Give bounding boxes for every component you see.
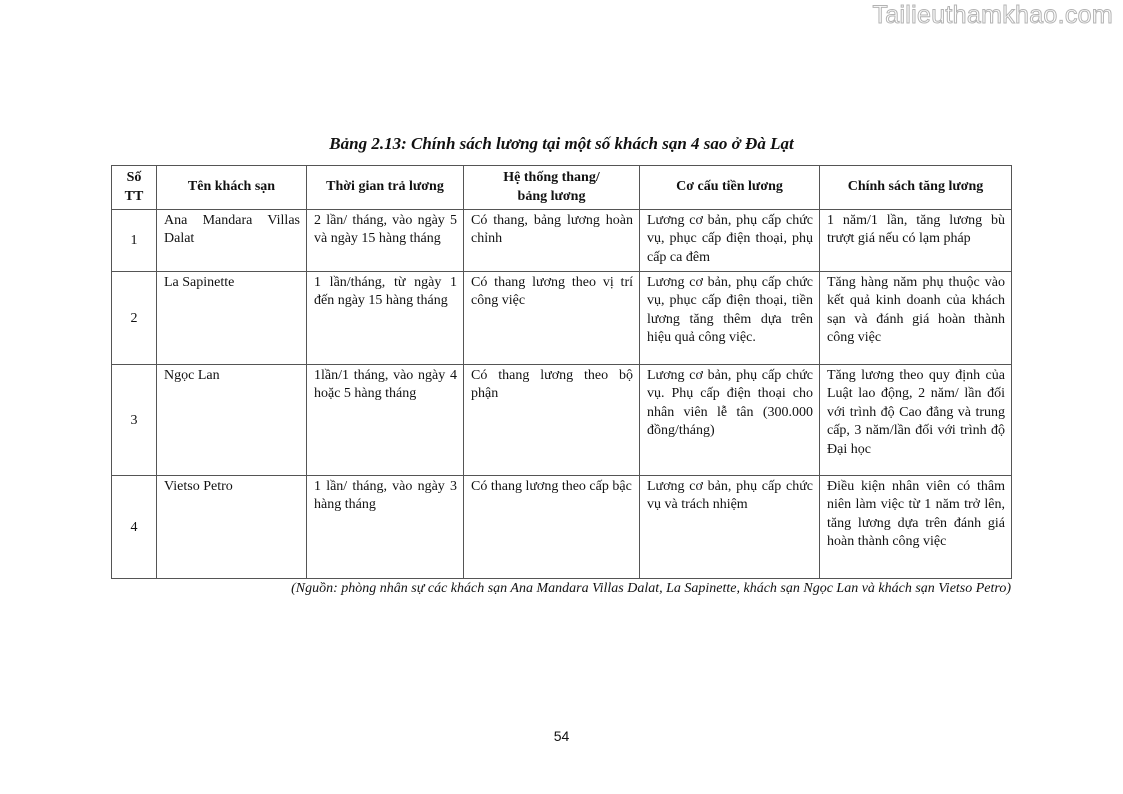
cell-salary-structure: Lương cơ bản, phụ cấp chức vụ, phục cấp điện thoại, tiền lương tăng thêm dựa trên hiệu quả công việc. <box>640 272 820 365</box>
cell-hotel-name: Ngọc Lan <box>157 365 307 476</box>
cell-salary-structure: Lương cơ bản, phụ cấp chức vụ. Phụ cấp điện thoại cho nhân viên lễ tân (300.000 đồng/tháng) <box>640 365 820 476</box>
cell-hotel-name: La Sapinette <box>157 272 307 365</box>
cell-hotel-name: Ana Mandara Villas Dalat <box>157 210 307 272</box>
cell-hotel-name: Vietso Petro <box>157 476 307 579</box>
cell-salary-structure: Lương cơ bản, phụ cấp chức vụ và trách nhiệm <box>640 476 820 579</box>
cell-salary-scale: Có thang lương theo bộ phận <box>464 365 640 476</box>
table-row <box>112 272 1012 365</box>
header-salary-scale: Hệ thống thang/ bảng lương <box>464 166 640 210</box>
cell-pay-time: 1 lần/tháng, từ ngày 1 đến ngày 15 hàng tháng <box>307 272 464 365</box>
cell-salary-scale: Có thang lương theo vị trí công việc <box>464 272 640 365</box>
header-salary-structure: Cơ cấu tiền lương <box>640 166 820 210</box>
header-raise-policy: Chính sách tăng lương <box>820 166 1012 210</box>
table-row <box>112 210 1012 272</box>
cell-stt: 4 <box>112 476 157 579</box>
header-hotel-name: Tên khách sạn <box>157 166 307 210</box>
header-pay-time: Thời gian trả lương <box>307 166 464 210</box>
cell-pay-time: 1 lần/ tháng, vào ngày 3 hàng tháng <box>307 476 464 579</box>
table-row <box>112 476 1012 579</box>
cell-stt: 2 <box>112 272 157 365</box>
cell-raise-policy: 1 năm/1 lần, tăng lương bù trượt giá nếu có lạm pháp <box>820 210 1012 272</box>
cell-raise-policy: Tăng hàng năm phụ thuộc vào kết quả kinh doanh của khách sạn và đánh giá hoàn thành công việc <box>820 272 1012 365</box>
cell-stt: 3 <box>112 365 157 476</box>
table-caption: Bảng 2.13: Chính sách lương tại một số khách sạn 4 sao ở Đà Lạt <box>329 134 794 153</box>
header-stt: Số TT <box>112 166 157 210</box>
source-note: (Nguồn: phòng nhân sự các khách sạn Ana Mandara Villas Dalat, La Sapinette, khách sạn Ngọc Lan và khách sạn Vietso Petro) <box>291 581 1011 596</box>
cell-salary-structure: Lương cơ bản, phụ cấp chức vụ, phục cấp điện thoại, phụ cấp ca đêm <box>640 210 820 272</box>
cell-pay-time: 1lần/1 tháng, vào ngày 4 hoặc 5 hàng tháng <box>307 365 464 476</box>
cell-pay-time: 2 lần/ tháng, vào ngày 5 và ngày 15 hàng tháng <box>307 210 464 272</box>
cell-stt: 1 <box>112 210 157 272</box>
cell-salary-scale: Có thang lương theo cấp bậc <box>464 476 640 579</box>
salary-policy-table <box>111 165 1012 579</box>
watermark-text: Tailieuthamkhao.com <box>872 1 1113 29</box>
cell-raise-policy: Điều kiện nhân viên có thâm niên làm việc từ 1 năm trở lên, tăng lương dựa trên đánh giá hoàn thành công việc <box>820 476 1012 579</box>
page-number: 54 <box>553 728 570 744</box>
cell-salary-scale: Có thang, bảng lương hoàn chỉnh <box>464 210 640 272</box>
table-header-row <box>112 166 1012 210</box>
table-row <box>112 365 1012 476</box>
cell-raise-policy: Tăng lương theo quy định của Luật lao động, 2 năm/ lần đối với trình độ Cao đẳng và trung cấp, 3 năm/lần đối với trình độ Đại học <box>820 365 1012 476</box>
